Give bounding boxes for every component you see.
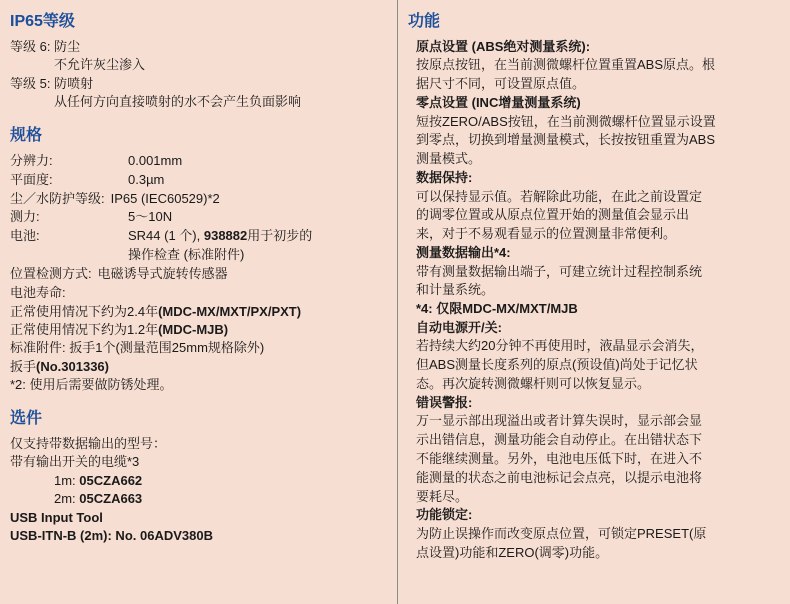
function-body-line: 带有测量数据输出端子，可建立统计过程控制系统 [416, 263, 703, 279]
options-section-title: 选件 [10, 409, 43, 427]
ip65-line-1: 不允许灰尘渗入 [54, 57, 146, 73]
function-body-line: 要耗尽。 [416, 488, 469, 504]
options-line-2: 1m: 05CZA662 [54, 472, 143, 488]
spec-value: IP65 (IEC60529)*2 [110, 190, 220, 206]
function-heading: 原点设置 (ABS绝对测量系统): [416, 39, 591, 54]
spec-row [10, 265, 387, 284]
spec-label [10, 246, 128, 265]
options-line-3: 2m: 05CZA663 [54, 491, 143, 507]
spec-note-3: 扳手(No.301336) [10, 358, 109, 374]
function-body-line: 点设置)功能和ZERO(调零)功能。 [416, 544, 609, 560]
spec-note-1: 正常使用情况下约为1.2年(MDC-MJB) [10, 322, 229, 338]
ip65-line-2: 等级 5: 防喷射 [10, 75, 94, 91]
spec-value: 0.001mm [128, 152, 183, 168]
function-body-line: 短按ZERO/ABS按钮，在当前测微螺杆位置显示设置 [416, 113, 716, 129]
options-line-5: USB-ITN-B (2m): No. 06ADV380B [10, 528, 213, 544]
right-column [398, 0, 790, 563]
spec-row [10, 246, 387, 265]
function-body-line: 为防止误操作而改变原点位置，可锁定PRESET(原 [416, 525, 707, 541]
spec-label-value: 电池寿命: [10, 284, 66, 300]
function-body-line: 按原点按钮，在当前测微螺杆位置重置ABS原点。根 [416, 57, 716, 73]
function-body-line: 能测量的状态之前电池标记会点亮，以提示电池将 [416, 469, 703, 485]
function-heading: 功能锁定: [416, 507, 473, 523]
spec-row [10, 171, 387, 190]
functions-section-title: 功能 [408, 13, 441, 30]
spec-value: 0.3µm [128, 171, 165, 187]
ip65-section-title: IP65等级 [10, 13, 75, 30]
spec-label: 测力: [10, 209, 40, 225]
spec-section-title: 规格 [10, 126, 43, 144]
spec-row [10, 208, 387, 227]
ip65-line-0: 等级 6: 防尘 [10, 39, 81, 54]
function-body-line: 但ABS测量长度系列的原点(预设值)尚处于记忆状 [416, 357, 698, 372]
function-body-line: 和计量系统。 [416, 282, 495, 298]
options-line-4: USB Input Tool [10, 509, 103, 525]
function-heading: 测量数据输出*4: [416, 245, 511, 261]
spec-row [10, 152, 387, 171]
spec-value: 电磁诱导式旋转传感器 [97, 265, 228, 281]
function-heading: 错误警报: [416, 394, 473, 410]
function-body-line: 示出错信息，测量功能会自动停止。在出错状态下 [416, 431, 703, 447]
spec-row [10, 190, 387, 209]
spec-value: 5～10N [128, 209, 173, 225]
function-heading: 数据保持: [416, 170, 473, 186]
spec-row [10, 227, 387, 246]
function-body-line: 不能继续测量。另外，电池电压低下时，在进入不 [416, 450, 703, 466]
ip65-line-3: 从任何方向直接喷射的水不会产生负面影响 [54, 94, 302, 110]
spec-value: 操作检查 (标准附件) [128, 247, 245, 263]
spec-value: SR44 (1 个), 938882用于初步的 [128, 228, 313, 244]
function-body-line: 万一显示部出现溢出或者计算失误时，显示部会显 [416, 413, 703, 429]
spec-row [10, 284, 387, 303]
options-line-0: 仅支持带数据输出的型号： [10, 435, 167, 451]
spec-label: 平面度: [10, 171, 53, 187]
spec-note-2: 标准附件: 扳手1个(测量范围25mm规格除外) [10, 340, 265, 356]
function-footnote: *4: 仅限MDC-MX/MXT/MJB [416, 301, 578, 317]
spec-note-4: *2: 使用后需要做防锈处理。 [10, 377, 173, 393]
spec-note-0: 正常使用情况下约为2.4年(MDC-MX/MXT/PX/PXT) [10, 303, 302, 319]
function-body-line: 可以保持显示值。若解除此功能，在此之前设置定 [416, 188, 703, 204]
function-heading: 零点设置 (INC增量测量系统) [416, 95, 581, 111]
spec-label-value: 位置检测方式: [10, 265, 92, 281]
function-body-line: 的调零位置或从原点位置开始的测量值会显示出 [416, 207, 690, 223]
spec-label: 电池: [10, 228, 40, 244]
spec-label: 分辨力: [10, 152, 53, 168]
function-body-line: 测量模式。 [416, 151, 482, 167]
function-body-line: 态。再次旋转测微螺杆则可以恢复显示。 [416, 375, 651, 391]
function-body-line: 到零点，切换到增量测量模式，长按按钮重置为ABS [416, 132, 716, 148]
function-body-line: 若持续大约20分钟不再使用时，液晶显示会消失， [416, 338, 704, 354]
spec-label-value: 尘／水防护等级: [10, 190, 105, 206]
function-body-line: 来，对于不易观看显示的位置测量非常便利。 [416, 226, 677, 242]
left-column [0, 0, 397, 546]
function-body-line: 据尺寸不同，可设置原点值。 [416, 76, 586, 92]
options-line-1: 带有输出开关的电缆*3 [10, 454, 140, 470]
function-heading: 自动电源开/关: [416, 319, 502, 335]
